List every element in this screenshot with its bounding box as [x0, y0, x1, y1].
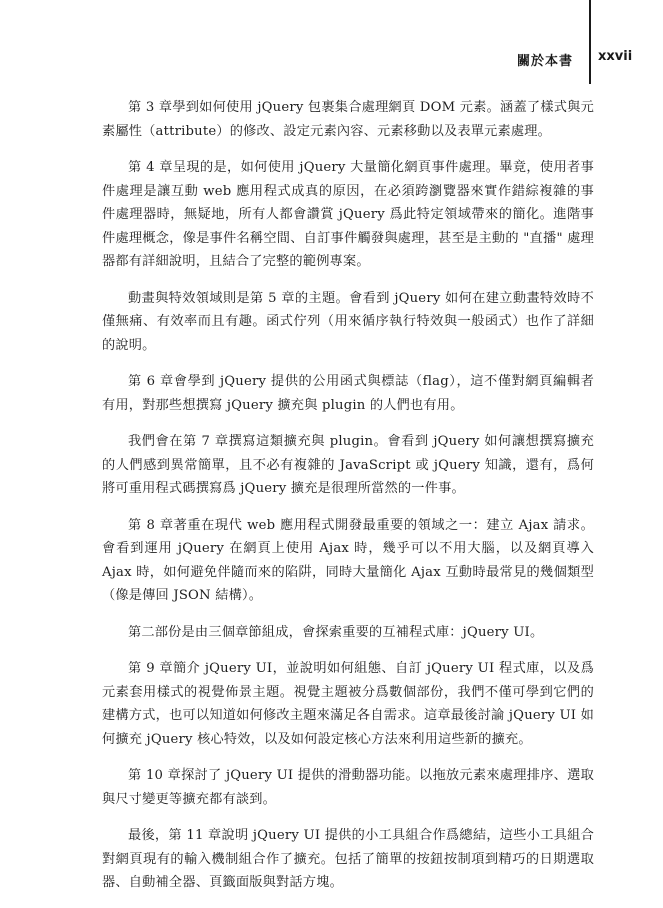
paragraph-part-two: 第二部份是由三個章節組成，會探索重要的互補程式庫：jQuery UI。: [128, 624, 544, 640]
paragraph-chapter-11: 最後，第 11 章說明 jQuery UI 提供的小工具組合作爲總結，這些小工具組合對網頁現有的輸入機制組合作了擴充。包括了簡單的按鈕按制項到精巧的日期選取器、自動補全器、頁籤面版與對話方塊。: [102, 828, 594, 890]
body-text: [102, 96, 594, 908]
paragraph-chapter-7: 我們會在第 7 章撰寫這類擴充與 plugin。會看到 jQuery 如何讓想撰寫擴充的人們感到異常簡單，且不必有複雜的 JavaScript 或 jQuery 知識，還有，爲何將可重用程式碼撰寫爲 jQuery 擴充是很理所當然的一件事。: [102, 434, 594, 496]
paragraph-chapter-3: 第 3 章學到如何使用 jQuery 包裹集合處理網頁 DOM 元素。涵蓋了樣式與元素屬性（attribute）的修改、設定元素內容、元素移動以及表單元素處理。: [102, 100, 594, 139]
paragraph-chapter-10: 第 10 章探討了 jQuery UI 提供的滑動器功能。以拖放元素來處理排序、選取與尺寸變更等擴充都有談到。: [102, 768, 594, 807]
paragraph-chapter-5: 動畫與特效領域則是第 5 章的主題。會看到 jQuery 如何在建立動畫特效時不僅無痛、有效率而且有趣。函式佇列（用來循序執行特效與一般函式）也作了詳細的說明。: [102, 290, 594, 353]
paragraph-chapter-6: 第 6 章會學到 jQuery 提供的公用函式與標誌（flag），這不僅對網頁編輯者有用，對那些想撰寫 jQuery 擴充與 plugin 的人們也有用。: [102, 374, 594, 413]
paragraph-chapter-4: 第 4 章呈現的是，如何使用 jQuery 大量簡化網頁事件處理。畢竟，使用者事件處理是讓互動 web 應用程式成真的原因，在必須跨瀏覽器來實作錯綜複雜的事件處理器時，無疑地，所有人都會讚賞 jQuery 爲此特定領域帶來的簡化。進階事件處理概念，像是事件名稱空間、自訂事件觸發與處理，甚至是主動的 "直播" 處理器都有詳細說明，且結合了完整的範例專案。: [102, 160, 594, 269]
header-divider: [589, 0, 591, 84]
paragraph-chapter-9: 第 9 章簡介 jQuery UI，並說明如何組態、自訂 jQuery UI 程式庫，以及爲元素套用樣式的視覺佈景主題。視覺主題被分爲數個部份，我們不僅可學到它們的建構方式，也可以知道如何修改主題來滿足各自需求。這章最後討論 jQuery UI 如何擴充 jQuery 核心特效，以及如何設定核心方法來利用這些新的擴充。: [102, 661, 594, 747]
paragraph-chapter-8: 第 8 章著重在現代 web 應用程式開發最重要的領域之一：建立 Ajax 請求。會看到運用 jQuery 在網頁上使用 Ajax 時，幾乎可以不用大腦，以及網頁導入 Ajax 時，如何避免伴隨而來的陷阱，同時大量簡化 Ajax 互動時最常見的幾個類型（像是傳回 JSON 結構）。: [102, 517, 595, 603]
page-number: xxvii: [598, 49, 633, 64]
running-header-title: 關於本書: [516, 54, 573, 69]
